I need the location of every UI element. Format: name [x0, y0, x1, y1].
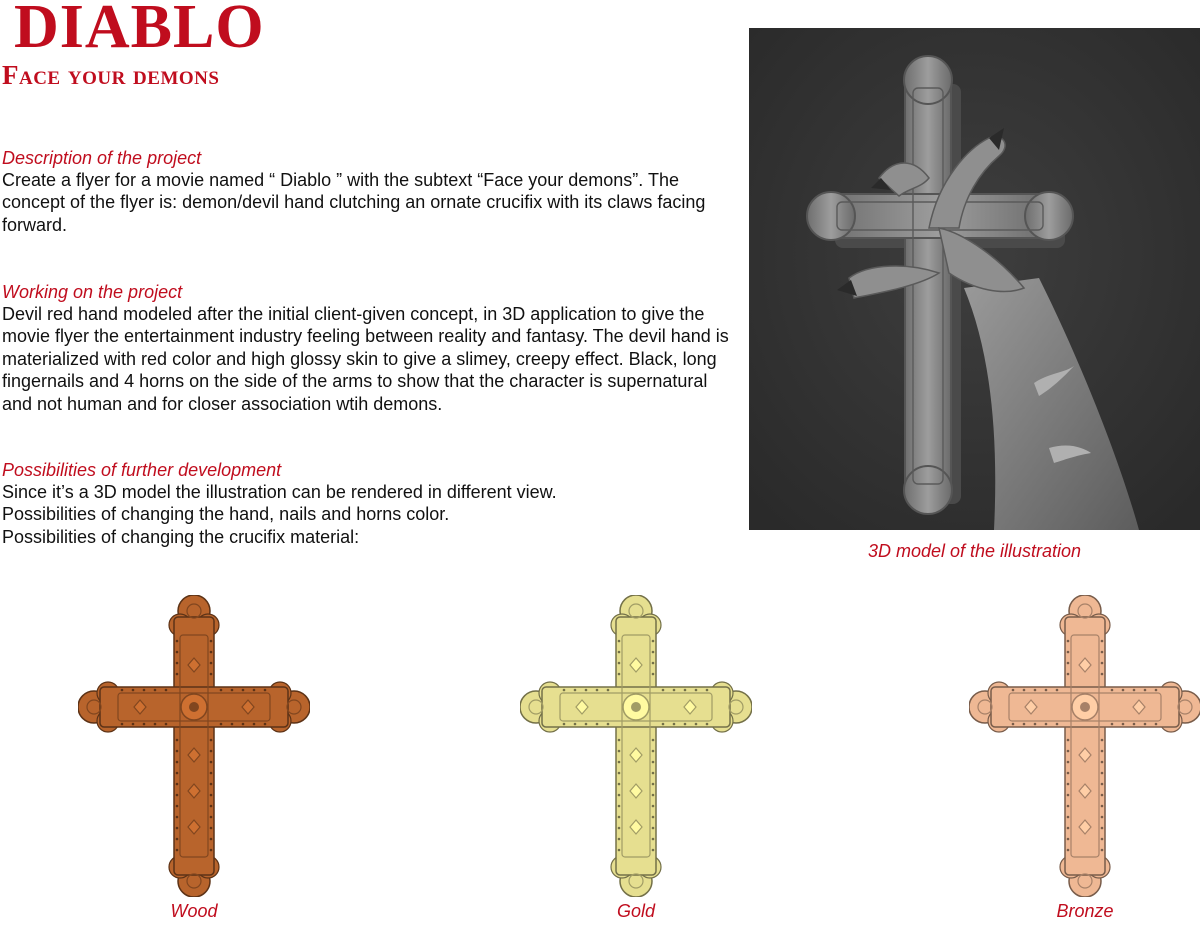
wood-label: Wood — [170, 901, 218, 921]
working-text: Devil red hand modeled after the initial client-given concept, in 3D application to give the movie flyer the entertainment industry feeling between reality and fantasy. The devil hand is materialized with red color and high glossy skin to give a slimey, creepy effect. Black, long fingernails and 4 horns on the side of the arms to show that the character is supernatural and not human and for closer association wtih demons. — [2, 304, 729, 414]
cross-icon — [78, 595, 310, 897]
hand-cross-render-illustration — [749, 28, 1200, 530]
development-heading: Possibilities of further development — [2, 460, 282, 480]
wood-cross-image — [78, 595, 310, 897]
bronze-label: Bronze — [1056, 901, 1114, 921]
cross-icon — [969, 595, 1200, 897]
development-line-1: Since it’s a 3D model the illustration can be rendered in different view. — [2, 482, 557, 502]
description-heading: Description of the project — [2, 148, 202, 168]
development-section — [2, 459, 732, 548]
working-heading: Working on the project — [2, 282, 183, 302]
working-section — [2, 281, 732, 415]
gold-cross-image — [520, 595, 752, 897]
description-section — [2, 147, 732, 236]
description-text: Create a flyer for a movie named “ Diablo ” with the subtext “Face your demons”. The concept of the flyer is: demon/devil hand clutching an ornate crucifix with its claws facing forward. — [2, 170, 706, 235]
render-image — [749, 28, 1200, 530]
page-title: DIABLO — [14, 0, 265, 61]
bronze-cross-image — [969, 595, 1200, 897]
development-line-3: Possibilities of changing the crucifix material: — [2, 526, 360, 547]
gold-label: Gold — [616, 901, 656, 921]
page-subtitle: Face your demons — [2, 60, 220, 90]
development-line-2: Possibilities of changing the hand, nails and horns color. — [2, 504, 450, 525]
render-caption: 3D model of the illustration — [867, 541, 1082, 561]
cross-icon — [520, 595, 752, 897]
